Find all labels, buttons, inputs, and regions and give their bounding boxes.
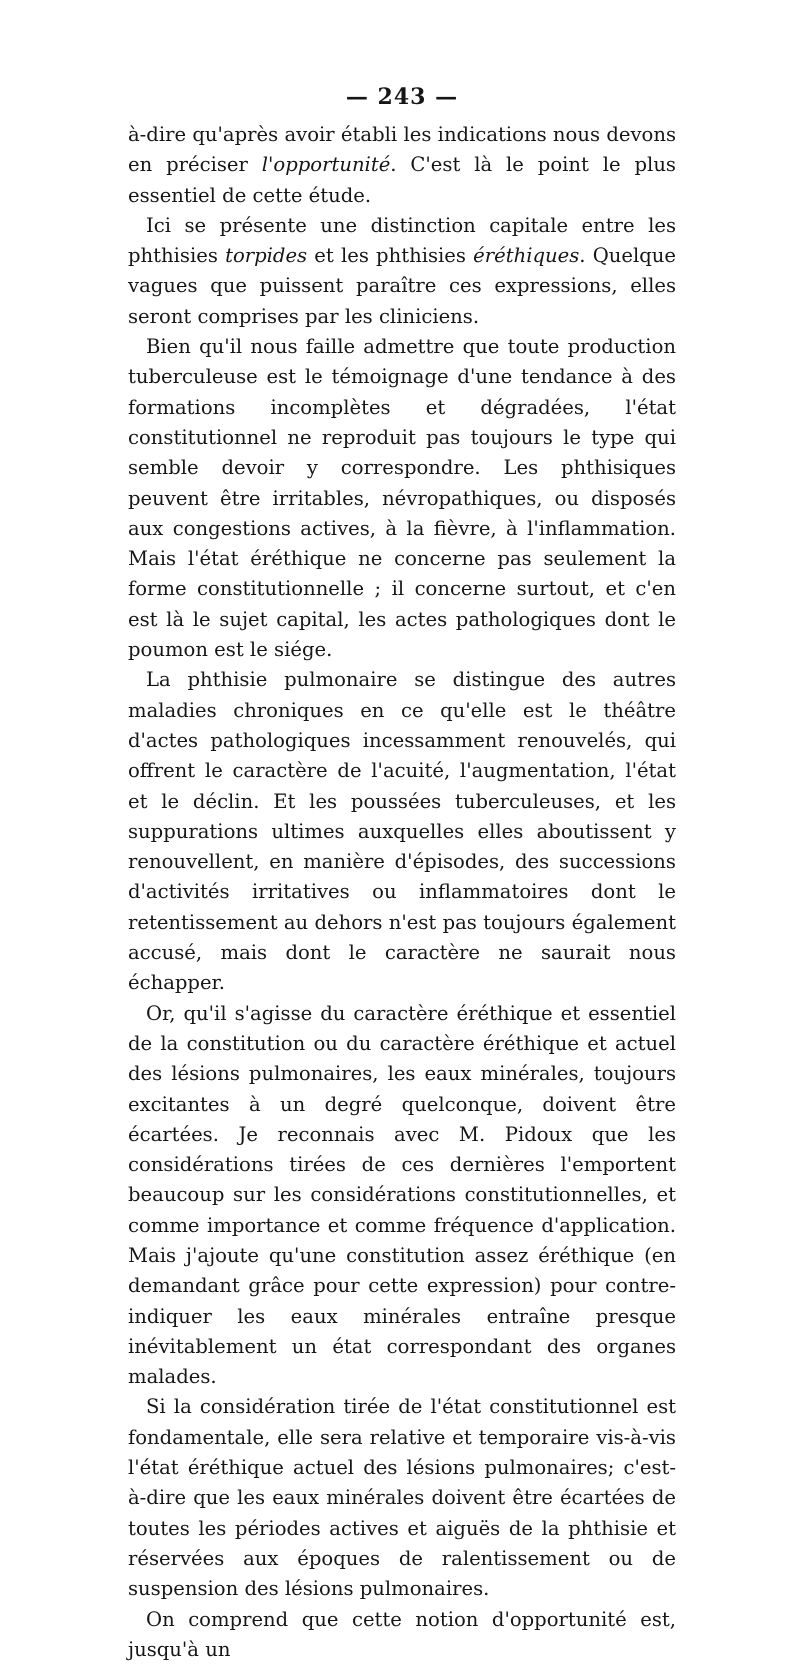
page-number: — 243 — (345, 84, 459, 110)
text-run: Or, qu'il s'agisse du caractère éréthique et essentiel de la constitution ou du caractère éréthique et actuel des lésions pulmonaires, les eaux minérales, toujours excitantes à un degré quelconque, doivent être écartées. Je reconnais avec M. Pidoux que les considérations tirées de ces dernières l'emportent beaucoup sur les considérations constitutionnelles, et comme importance et comme fréquence d'application. Mais j'ajoute qu'une constitution assez éréthique (en demandant grâce pour cette expression) pour contre-indiquer les eaux minérales entraîne presque inévitablement un état correspondant des organes malades. (128, 1001, 676, 1389)
paragraph (128, 1392, 676, 1604)
paragraph (128, 120, 676, 211)
text-run: Bien qu'il nous faille admettre que toute production tuberculeuse est le témoignage d'une tendance à des formations incomplètes et dégradées, l'état constitutionnel ne reproduit pas toujours le type qui semble devoir y correspondre. Les phthisiques peuvent être irritables, névropathiques, ou disposés aux congestions actives, à la fièvre, à l'inflammation. Mais l'état éréthique ne concerne pas seulement la forme constitutionnelle ; il concerne surtout, et c'en est là le sujet capital, les actes pathologiques dont le poumon est le siége. (128, 335, 676, 662)
body-text (128, 120, 676, 1665)
text-run: . Quelque vagues que puissent paraître ces expressions, elles seront comprises par les cliniciens. (128, 244, 676, 328)
paragraph (128, 1605, 676, 1665)
italic-text: éréthiques (473, 244, 580, 268)
text-run: à-dire qu'après avoir établi les indications nous devons en préciser (128, 123, 676, 177)
text-run: et les phthisies (307, 244, 474, 268)
text-run: Ici se présente une distinction capitale entre les phthisies (128, 213, 676, 268)
paragraph (128, 665, 676, 998)
paragraph (128, 999, 676, 1393)
italic-text: l'opportunité (261, 153, 391, 177)
paragraph (128, 332, 676, 665)
text-run: Si la considération tirée de l'état constitutionnel est fondamentale, elle sera relative et temporaire vis-à-vis l'état éréthique actuel des lésions pulmonaires; c'est-à-dire que les eaux minérales doivent être écartées de toutes les périodes actives et aiguës de la phthisie et réservées aux époques de ralentissement ou de suspension des lésions pulmonaires. (128, 1395, 676, 1601)
text-run: On comprend que cette notion d'opportunité est, jusqu'à un (128, 1607, 676, 1661)
paragraph (128, 211, 676, 332)
text-run: La phthisie pulmonaire se distingue des autres maladies chroniques en ce qu'elle est le théâtre d'actes pathologiques incessamment renouvelés, qui offrent le caractère de l'acuité, l'augmentation, l'état et le déclin. Et les poussées tuberculeuses, et les suppurations ultimes auxquelles elles aboutissent y renouvellent, en manière d'épisodes, des successions d'activités irritatives ou inflammatoires dont le retentissement au dehors n'est pas toujours également accusé, mais dont le caractère ne saurait nous échapper. (128, 668, 676, 995)
italic-text: torpides (225, 244, 308, 268)
text-run: . C'est là le point le plus essentiel de cette étude. (128, 153, 676, 207)
